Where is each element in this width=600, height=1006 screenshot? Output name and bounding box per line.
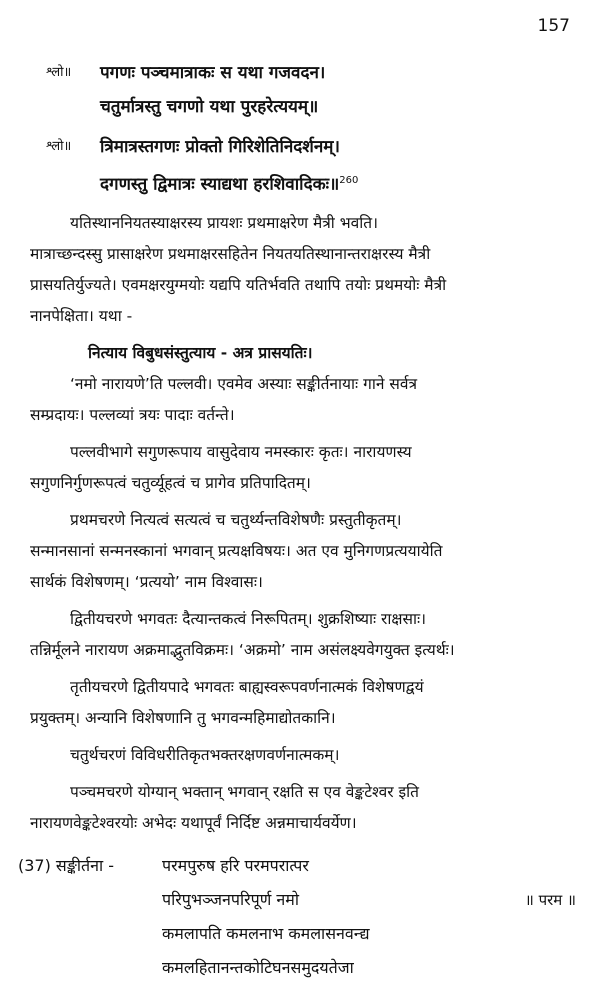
- sankirtana-refrain: ॥ परम ॥: [524, 891, 576, 909]
- paragraph-line: द्वितीयचरणे भगवतः दैत्यान्तकत्वं निरूपितम्। शुक्रशिष्याः राक्षसाः।: [70, 610, 427, 628]
- verse-marker: श्लो॥: [46, 139, 72, 154]
- verse-text: त्रिमात्रस्तगणः प्रोक्तो गिरिशेतिनिदर्शनम्।: [100, 137, 340, 157]
- sankirtana-line: कमलहितानन्तकोटिघनसमुदयतेजा: [162, 958, 354, 977]
- paragraph-line: नित्याय विबुधसंस्तुत्याय - अत्र प्रासयतिः।: [88, 344, 313, 362]
- footnote-marker: 260: [339, 175, 359, 186]
- page-number: 157: [537, 16, 570, 36]
- paragraph: [0, 672, 600, 734]
- paragraph: [0, 740, 600, 771]
- paragraph-line: सन्मानसानां सन्मनस्कानां भगवान् प्रत्यक्षविषयः। अत एव मुनिगणप्रत्ययायेति: [30, 542, 443, 560]
- paragraph-line: प्रासयतिर्युज्यते। एवमक्षरयुग्मयोः यद्यपि यतिर्भवति तथापि तयोः प्रथमयोः मैत्री: [30, 276, 447, 294]
- verse-line: [0, 90, 600, 124]
- paragraph-line: सम्प्रदायः। पल्लव्यां त्रयः पादाः वर्तन्ते।: [30, 406, 235, 424]
- sankirtana-line: परिपुभञ्जनपरिपूर्ण नमो: [162, 890, 299, 909]
- verse-text: चतुर्मात्रस्तु चगणो यथा पुरहरेत्ययम्॥: [100, 97, 319, 117]
- sankirtana-line: परमपुरुष हरि परमपरात्पर: [162, 856, 309, 875]
- paragraph: [0, 505, 600, 598]
- paragraph-line: पल्लवीभागे सगुणरूपाय वासुदेवाय नमस्कारः कृतः। नारायणस्य: [70, 443, 412, 461]
- verse-line: [0, 164, 600, 198]
- paragraph-line: चतुर्थचरणं विविधरीतिकृतभक्तरक्षणवर्णनात्मकम्।: [70, 746, 340, 764]
- paragraph-line: प्रयुक्तम्। अन्यानि विशेषणानि तु भगवन्महिमाद्योतकानि।: [30, 709, 336, 727]
- paragraph: [0, 208, 600, 332]
- paragraph-line: यतिस्थाननियतस्याक्षरस्य प्रायशः प्रथमाक्षरेण मैत्री भवति।: [70, 214, 378, 232]
- paragraph-line: प्रथमचरणे नित्यत्वं सत्यत्वं च चतुर्थ्यन्तविशेषणैः प्रस्तुतीकृतम्।: [70, 511, 402, 529]
- verse-line: [0, 130, 600, 164]
- paragraph-line: ‘नमो नारायणे’ति पल्लवी। एवमेव अस्याः सङ्कीर्तनायाः गाने सर्वत्र: [70, 375, 418, 393]
- paragraph: [0, 604, 600, 666]
- sankirtana-line: कमलापति कमलनाभ कमलासनवन्द्य: [162, 924, 370, 943]
- paragraph-line: नानपेक्षिता। यथा -: [30, 307, 133, 325]
- paragraph: [0, 369, 600, 431]
- verse-line: [0, 56, 600, 90]
- paragraph-line: सगुणनिर्गुणरूपत्वं चतुर्व्यूहत्वं च प्रागेव प्रतिपादितम्।: [30, 474, 311, 492]
- paragraph-line: मात्राच्छन्दस्सु प्रासाक्षरेण प्रथमाक्षरसहितेन नियतयतिस्थानान्तराक्षरस्य मैत्री: [30, 245, 431, 263]
- paragraph-line: सार्थकं विशेषणम्। ‘प्रत्ययो’ नाम विश्वासः।: [30, 573, 263, 591]
- paragraph: [0, 777, 600, 839]
- sankirtana-label: (37) सङ्कीर्तना -: [18, 856, 115, 875]
- verse-text-body: दगणस्तु द्विमात्रः स्याद्यथा हरशिवादिकः॥: [100, 174, 340, 195]
- paragraph: [0, 437, 600, 499]
- paragraph-line: तन्निर्मूलने नारायण अक्रमाद्भुतविक्रमः। ‘अक्रमो’ नाम असंलक्ष्यवेगयुक्त इत्यर्थः।: [30, 641, 455, 659]
- verse-marker: श्लो॥: [46, 65, 72, 80]
- sankirtana-block: [0, 849, 600, 989]
- verse-block: [0, 56, 600, 124]
- paragraph-example: [0, 338, 600, 369]
- paragraph-line: पञ्चमचरणे योग्यान् भक्तान् भगवान् रक्षति स एव वेङ्कटेश्वर इति: [70, 783, 419, 801]
- verse-text: पगणः पञ्चमात्राकः स यथा गजवदन।: [100, 63, 326, 83]
- paragraph-line: नारायणवेङ्कटेश्वरयोः अभेदः यथापूर्वं निर्दिष्ट अन्नमाचार्यवर्येण।: [30, 814, 357, 832]
- verse-text: [100, 164, 358, 202]
- paragraph-line: तृतीयचरणे द्वितीयपादे भगवतः बाह्यस्वरूपवर्णनात्मकं विशेषणद्वयं: [70, 678, 424, 696]
- verse-block: [0, 130, 600, 198]
- page-content: [0, 56, 600, 989]
